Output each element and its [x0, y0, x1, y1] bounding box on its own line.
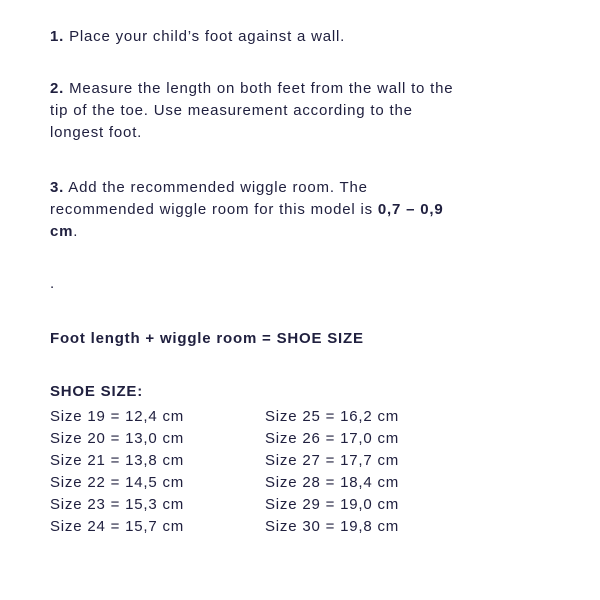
size-item: Size 24 = 15,7 cm: [50, 518, 185, 535]
step-2-text-line-1: Measure the length on both feet from the wall to the: [69, 80, 454, 97]
size-item: Size 30 = 19,8 cm: [265, 518, 400, 535]
step-3-period: .: [73, 223, 79, 240]
step-3-text-line-2: recommended wiggle room for this model is: [50, 201, 373, 218]
size-item: Size 27 = 17,7 cm: [265, 452, 400, 469]
step-1-number: 1.: [50, 28, 65, 45]
wiggle-room-unit: cm: [50, 223, 74, 240]
size-item: Size 26 = 17,0 cm: [265, 430, 400, 447]
size-table: [50, 406, 570, 538]
size-item: Size 22 = 14,5 cm: [50, 474, 185, 491]
step-2: [50, 78, 570, 144]
step-2-number: 2.: [50, 80, 65, 97]
size-item: Size 23 = 15,3 cm: [50, 496, 185, 513]
size-item: Size 21 = 13,8 cm: [50, 452, 185, 469]
step-2-text-line-2: tip of the toe. Use measurement according to the: [50, 102, 413, 119]
step-3-text-line-1: Add the recommended wiggle room. The: [68, 179, 368, 196]
wiggle-room-value: 0,7 – 0,9: [377, 201, 444, 218]
step-3-number: 3.: [50, 179, 65, 196]
step-3: [50, 177, 570, 243]
size-list-right: [265, 406, 570, 538]
size-item: Size 20 = 13,0 cm: [50, 430, 185, 447]
size-item: Size 28 = 18,4 cm: [265, 474, 400, 491]
separator-dot: .: [50, 275, 55, 292]
size-item: Size 29 = 19,0 cm: [265, 496, 400, 513]
formula-line: Foot length + wiggle room = SHOE SIZE: [50, 330, 364, 347]
step-1-text: Place your child’s foot against a wall.: [69, 28, 346, 45]
size-list-left: [50, 406, 265, 538]
size-item: Size 19 = 12,4 cm: [50, 408, 185, 425]
step-1: [50, 26, 570, 48]
step-2-text-line-3: longest foot.: [50, 124, 143, 141]
size-table-heading: SHOE SIZE:: [50, 383, 144, 400]
size-item: Size 25 = 16,2 cm: [265, 408, 400, 425]
